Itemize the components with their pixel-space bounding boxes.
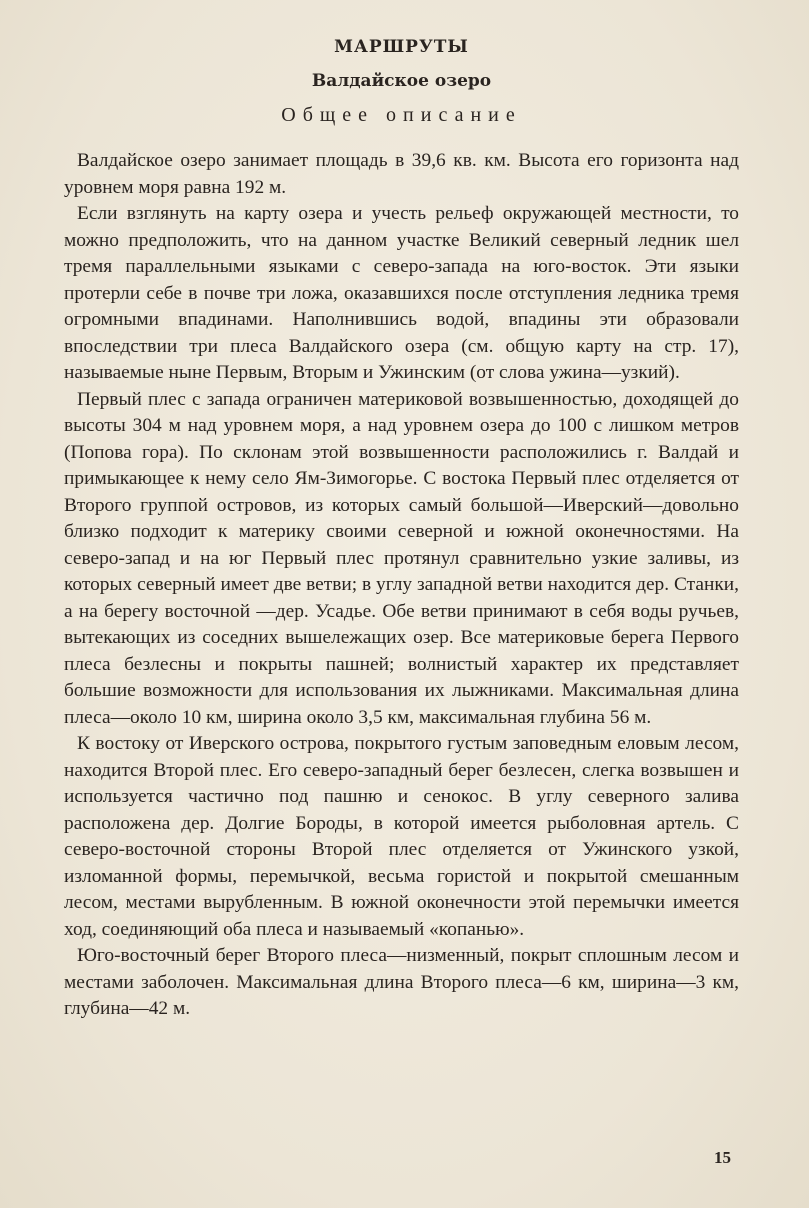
paragraph: Юго-восточный берег Второго плеса—низменный, покрыт сплошным лесом и местами заболочен. Максимальная длина Второго плеса—6 км, ширина—3 км, глубина—42 м. <box>64 945 739 1019</box>
paragraph: Если взглянуть на карту озера и учесть рельеф окружающей местности, то можно предположить, что на данном участке Великий северный ледник шел тремя параллельными языками с северо-запада на юго-восток. Эти языки протерли себе в почве три ложа, оказавшихся после отступления ледника тремя огромными впадинами. Наполнившись водой, впадины эти образовали впоследствии три плеса Валдайского озера (см. общую карту на стр. 17), называемые ныне Первым, Вторым и Ужинским (от слова ужина—узкий). <box>64 203 739 383</box>
section-title: МАРШРУТЫ <box>334 37 469 57</box>
paragraph: Валдайское озеро занимает площадь в 39,6 кв. км. Высота его горизонта над уровнем моря равна 192 м. <box>64 150 739 198</box>
paragraph: К востоку от Иверского острова, покрытого густым заповедным еловым лесом, находится Второй плес. Его северо-западный берег безлесен, слегка возвышен и используется частично под пашню и сенокос. В углу северного залива расположена дер. Долгие Бороды, в которой имеется рыболовная артель. С северо-восточной стороны Второй плес отделяется от Ужинского узкой, изломанной формы, перемычкой, весьма гористой и покрытой смешанным лесом, местами вырубленным. В южной оконечности этой перемычки имеется ход, соединяющий оба плеса и называемый «копанью». <box>64 733 739 940</box>
lake-title: Валдайское озеро <box>311 71 492 91</box>
page-content <box>64 36 739 1023</box>
subsection-title: Общее описание <box>281 104 522 126</box>
page-number: 15 <box>714 1148 731 1167</box>
paragraph: Первый плес с запада ограничен материковой возвышенностью, доходящей до высоты 304 м над уровнем моря, а над уровнем озера до 100 с лишком метров (Попова гора). По склонам этой возвышенности расположились г. Валдай и примыкающее к нему село Ям-Зимогорье. С востока Первый плес отделяется от Второго группой островов, из которых самый большой—Иверский—довольно близко подходит к материку своими северной и южной оконечностями. На северо-запад и на юг Первый плес протянул сравнительно узкие заливы, из которых северный имеет две ветви; в углу западной ветви находится дер. Станки, а на берегу восточной —дер. Усадье. Обе ветви принимают в себя воды ручьев, вытекающих из соседних вышележащих озер. Все материковые берега Первого плеса безлесны и покрыты пашней; волнистый характер их представляет большие возможности для использования их лыжниками. Максимальная длина плеса—около 10 км, ширина около 3,5 км, максимальная глубина 56 м. <box>64 388 739 728</box>
